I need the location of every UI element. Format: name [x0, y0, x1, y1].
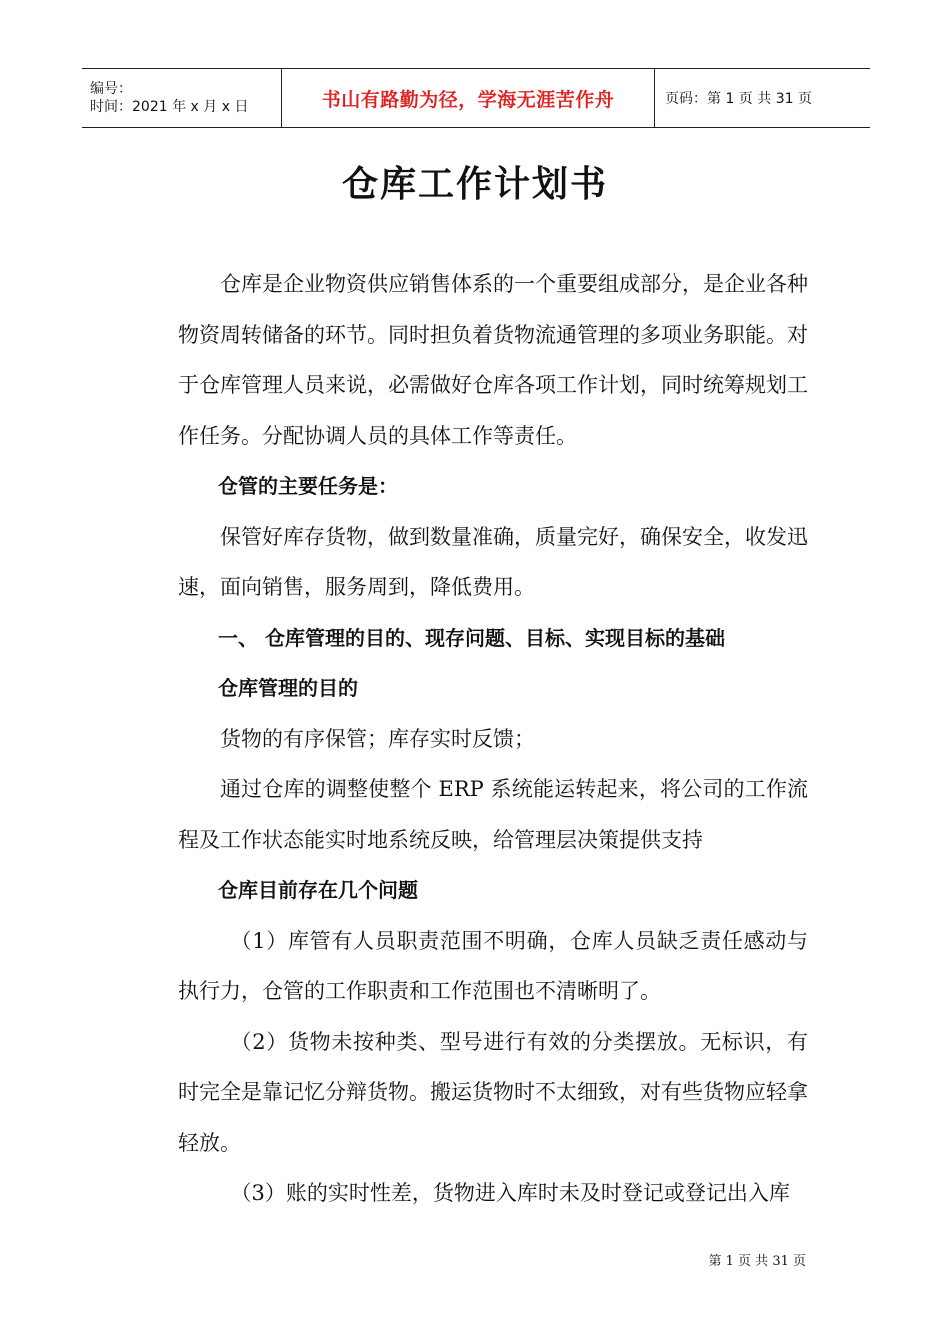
document-title: 仓库工作计划书: [341, 163, 608, 205]
paragraph-purpose-1: 货物的有序保管；库存实时反馈；: [220, 726, 535, 751]
problem-item-1: （1）库管有人员职责范围不明确，仓库人员缺乏责任感动与执行力，仓管的工作职责和工作范围也不清晰明了。: [178, 928, 808, 1003]
header-page-info: 页码：第 1 页 共 31 页: [665, 91, 812, 107]
problem-item-2: （2）货物未按种类、型号进行有效的分类摆放。无标识，有时完全是靠记忆分辩货物。搬运货物时不太细致，对有些货物应轻拿轻放。: [178, 1029, 808, 1155]
document-header: [82, 68, 870, 128]
problem-item-3: （3）账的实时性差，货物进入库时未及时登记或登记出入库: [230, 1181, 790, 1205]
heading-main-tasks: 仓管的主要任务是：: [218, 474, 398, 498]
paragraph-intro: 仓库是企业物资供应销售体系的一个重要组成部分，是企业各种物资周转储备的环节。同时担负着货物流通管理的多项业务职能。对于仓库管理人员来说，必需做好仓库各项工作计划，同时统筹规划工作任务。分配协调人员的具体工作等责任。: [178, 272, 808, 448]
header-meta-cell: [82, 69, 282, 127]
subheading-problems: 仓库目前存在几个问题: [218, 878, 418, 902]
document-body: [178, 259, 808, 1219]
page-footer: 第 1 页 共 31 页: [708, 1254, 806, 1269]
subheading-purpose: 仓库管理的目的: [218, 676, 358, 700]
header-motto: 书山有路勤为径，学海无涯苦作舟: [282, 69, 655, 127]
time-label: 时间：2021 年 x 月 x 日: [90, 99, 249, 115]
section-heading-1: 一、 仓库管理的目的、现存问题、目标、实现目标的基础: [218, 625, 725, 650]
paragraph-tasks: 保管好库存货物，做到数量准确，质量完好，确保安全，收发迅速，面向销售，服务周到，降低费用。: [178, 524, 808, 599]
serial-label: 编号：: [90, 81, 132, 97]
paragraph-purpose-2: 通过仓库的调整使整个 ERP 系统能运转起来，将公司的工作流程及工作状态能实时地系统反映，给管理层决策提供支持: [178, 777, 808, 852]
